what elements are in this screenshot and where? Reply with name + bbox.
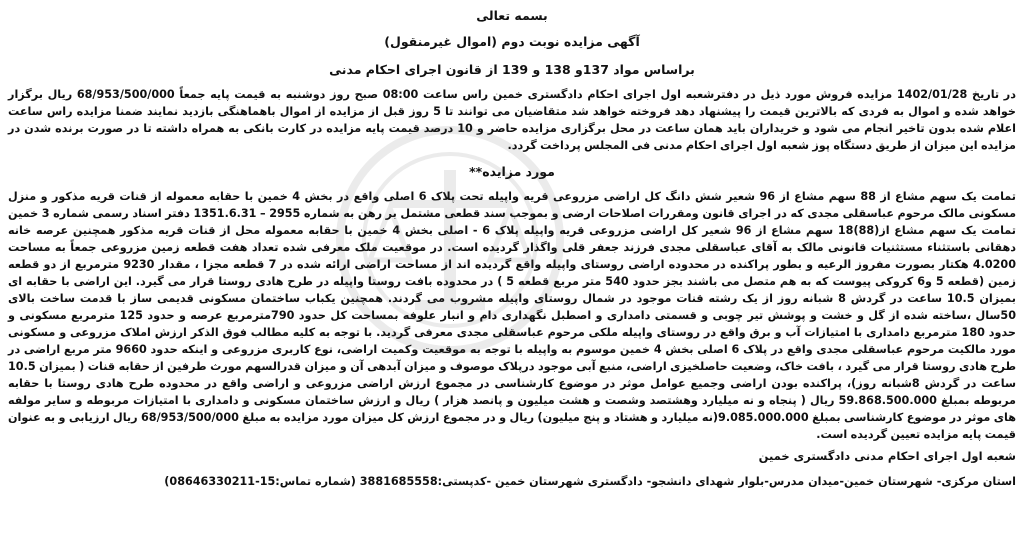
auction-item-description: تمامت یک سهم مشاع از 88 سهم مشاع از 96 شعیر شش دانگ کل اراضی مزروعی قریه واپیله تحت پلاک 6 اصلی واقع در بخش 4 خمین با حقابه معموله از قنات قریه مذکور و منزل مسکونی مالک مرحوم عباسقلی مجدی که در اجرای قانون ومقررات اصلاحات ارضی و بموجب سند قطعی مشتمل بر رهن به شماره 2955 – 1351.6.31 دفتر اسناد رسمی شماره 3 خمین تمامت یک سهم مشاع از(88)18 سهم مشاع از 96 شعیر کل اراضی مزروعی قریه واپیله پلاک 6 - اصلی بخش 4 خمین با حقابه معموله محل از قنات قریه مذکور همچنین عرصه خانه دهقانی باستثناء مستثنیات قانونی مالک به آقای عباسقلی مجدی فرزند جعفر قلی واگذار گردیده است. در موقعیت ملک معرفی شده تعداد هفت قطعه زمین مزروعی جمعاً به مساحت 4.0200 هکتار بصورت مفروز الرعیه و بطور پراکنده در محدوده اراضی روستای واپیله واقع گردیده اند از مساحت اراضی ارائه شده در 7 قطعه مجزا ، مقدار 9230 مترمربع از دو قطعه زمین (قطعه 5 و6 کروکی پیوست که به هم متصل می باشند بجز حدود 540 متر مربع قطعه 5 ) در محدوده بافت روستا واپیله در طرح هادی روستا قرار می گیرد. این اراضی با حقابه ای بمیزان 10.5 ساعت در گردش 8 شبانه روز از یک رشته قنات موجود در شمال روستای واپیله مشروب می گردند. همچنین یکباب ساختمان مسکونی قدیمی ساز با قدمت ساخت بالای 50سال ،ساخته شده از گل و خشت و پوشش تیر چوبی و قسمتی دامداری و اصطبل نگهداری دام و انبار علوفه بمساحت کل حدود 790مترمربع عرصه و حدود 125 مترمربع مسکونی و حدود 180 مترمربع دامداری با امتیازات آب و برق واقع در روستای واپیله ملکی مرحوم عباسقلی مجدی معرفی گردید. با توجه به کلیه مطالب فوق الذکر ارزش املاک مزروعی و مسکونی مورد مالکیت مرحوم عباسقلی مجدی واقع در پلاک 6 اصلی بخش 4 خمین موسوم به واپیله با توجه به موقعیت وکمیت اراضی، نوع کاربری مزروعی و اینکه حدود 9660 متر مربع اراضی در طرح هادی روستا قرار می گیرد ، بافت خاک، وضعیت حاصلخیزی اراضی، منبع آبی موجود درپلاک موصوف و میزان آبدهی آن و میزان قدرالسهم مورث طرفین از حقابه قنات ( بمیزان 10.5 ساعت در گردش 8شبانه روز)، پراکنده بودن اراضی وجمیع عوامل موثر در موضوع کارشناسی در مجموع ارزش اراضی مزروعی و اراضی واقع در محدوده طرح هادی روستا با حقابه مربوطه بمبلغ 59.868.500.000 ریال ( پنجاه و نه میلیارد وهشتصد وشصت و هشت میلیون و پانصد هزار ) ریال و ارزش ساختمان مسکونی و دامداری با امتیازات مربوطه و سایر مولفه های موثر در موضوع کارشناسی بمبلغ 9.085.000.000(نه میلیارد و هشتاد و پنج میلیون) ریال و در مجموع ارزش کل میزان مورد مزایده به مبلغ 68/953/500/000 ریال ارزیابی و به عنوان قیمت پایه مزایده تعیین گردیده است. — [8, 190, 1017, 441]
intro-paragraph: در تاریخ 1402/01/28 مزایده فروش مورد ذیل در دفترشعبه اول اجرای احکام دادگستری خمین راس ساعت 08:00 صبح روز دوشنبه به قیمت پایه جمعاً 68/953/500/000 ریال برگزار خواهد شده و اموال به فردی که بالاترین قیمت را پیشنهاد دهد فروخته خواهد شد متقاضیان می توانند تا 5 روز قبل از مزایده از اموال باهماهنگی بازدید نمایند ضمنا مزایده راس ساعت اعلام شده بدون تاخیر انجام می شود و خریداران باید همان ساعت در محل برگزاری مزایده حاضر و 10 درصد قیمت پایه مزایده در کارت بانکی به همراه داشته تا در صورت برنده شدن در مزایده این میزان از طریق دستگاه پوز شعبه اول اجرای احکام مدنی فی المجلس پرداخت گردد. — [8, 88, 1016, 152]
basmala: بسمه تعالی — [476, 8, 548, 23]
contact-address: استان مرکزی- شهرستان خمین-میدان مدرس-بلوار شهدای دانشجو- دادگستری شهرستان خمین -کدپستی:3881685558 (شماره تماس:15-08646330211) — [164, 475, 1016, 488]
section-title: مورد مزایده** — [469, 164, 555, 179]
signature: شعبه اول اجرای احکام مدنی دادگستری خمین — [758, 449, 1016, 463]
legal-basis: براساس مواد 137و 138 و 139 از قانون اجرای احکام مدنی — [329, 62, 695, 77]
notice-title: آگهی مزایده نوبت دوم (اموال غیرمنقول) — [384, 34, 640, 49]
